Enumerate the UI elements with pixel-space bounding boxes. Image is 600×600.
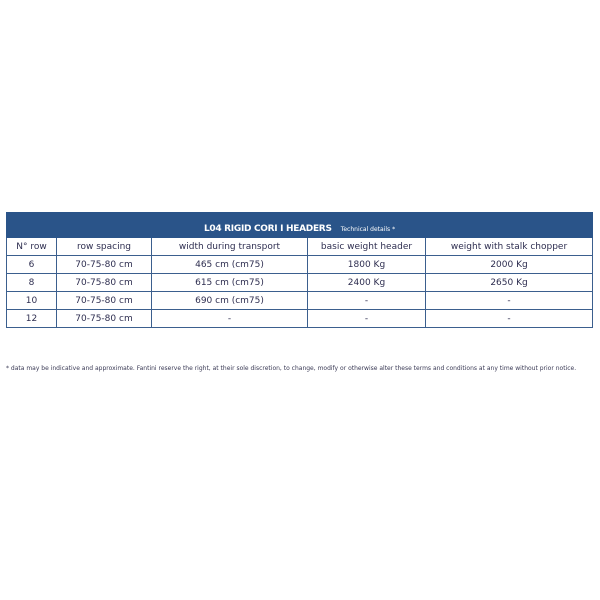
table-header-row — [7, 238, 593, 256]
table-title-subtitle: Technical details * — [340, 225, 396, 233]
table-cell: 2000 Kg — [426, 256, 593, 274]
table-cell: 70-75-80 cm — [57, 256, 152, 274]
table-cell: - — [308, 292, 426, 310]
column-header-rows: N° row — [7, 238, 57, 256]
table-cell: 70-75-80 cm — [57, 310, 152, 328]
table-cell: - — [152, 310, 308, 328]
table-cell: - — [426, 310, 593, 328]
disclaimer-note: * data may be indicative and approximate. Fantini reserve the right, at their sole discretion, to change, modify or otherwise alter these terms and conditions at any time without prior notice. — [6, 365, 577, 372]
table-cell: 8 — [7, 274, 57, 292]
table-cell: 465 cm (cm75) — [152, 256, 308, 274]
table-cell: 1800 Kg — [308, 256, 426, 274]
table-cell: 2400 Kg — [308, 274, 426, 292]
table-cell: 6 — [7, 256, 57, 274]
table-cell: 2650 Kg — [426, 274, 593, 292]
table-cell: 70-75-80 cm — [57, 274, 152, 292]
table-cell: 690 cm (cm75) — [152, 292, 308, 310]
table-cell: 12 — [7, 310, 57, 328]
table-title-main: L04 RIGID CORI I HEADERS — [203, 223, 332, 234]
table-row — [7, 274, 593, 292]
table-row — [7, 256, 593, 274]
column-header-basic-weight: basic weight header — [308, 238, 426, 256]
table-cell: 70-75-80 cm — [57, 292, 152, 310]
column-header-transport-width: width during transport — [152, 238, 308, 256]
table-cell: - — [426, 292, 593, 310]
table-row — [7, 292, 593, 310]
table-cell: 10 — [7, 292, 57, 310]
column-header-row-spacing: row spacing — [57, 238, 152, 256]
table-cell: 615 cm (cm75) — [152, 274, 308, 292]
column-header-weight-chopper: weight with stalk chopper — [426, 238, 593, 256]
technical-details-table — [6, 212, 593, 328]
table-title-row — [7, 213, 593, 238]
table-cell: - — [308, 310, 426, 328]
table-row — [7, 310, 593, 328]
table-title — [7, 213, 593, 238]
